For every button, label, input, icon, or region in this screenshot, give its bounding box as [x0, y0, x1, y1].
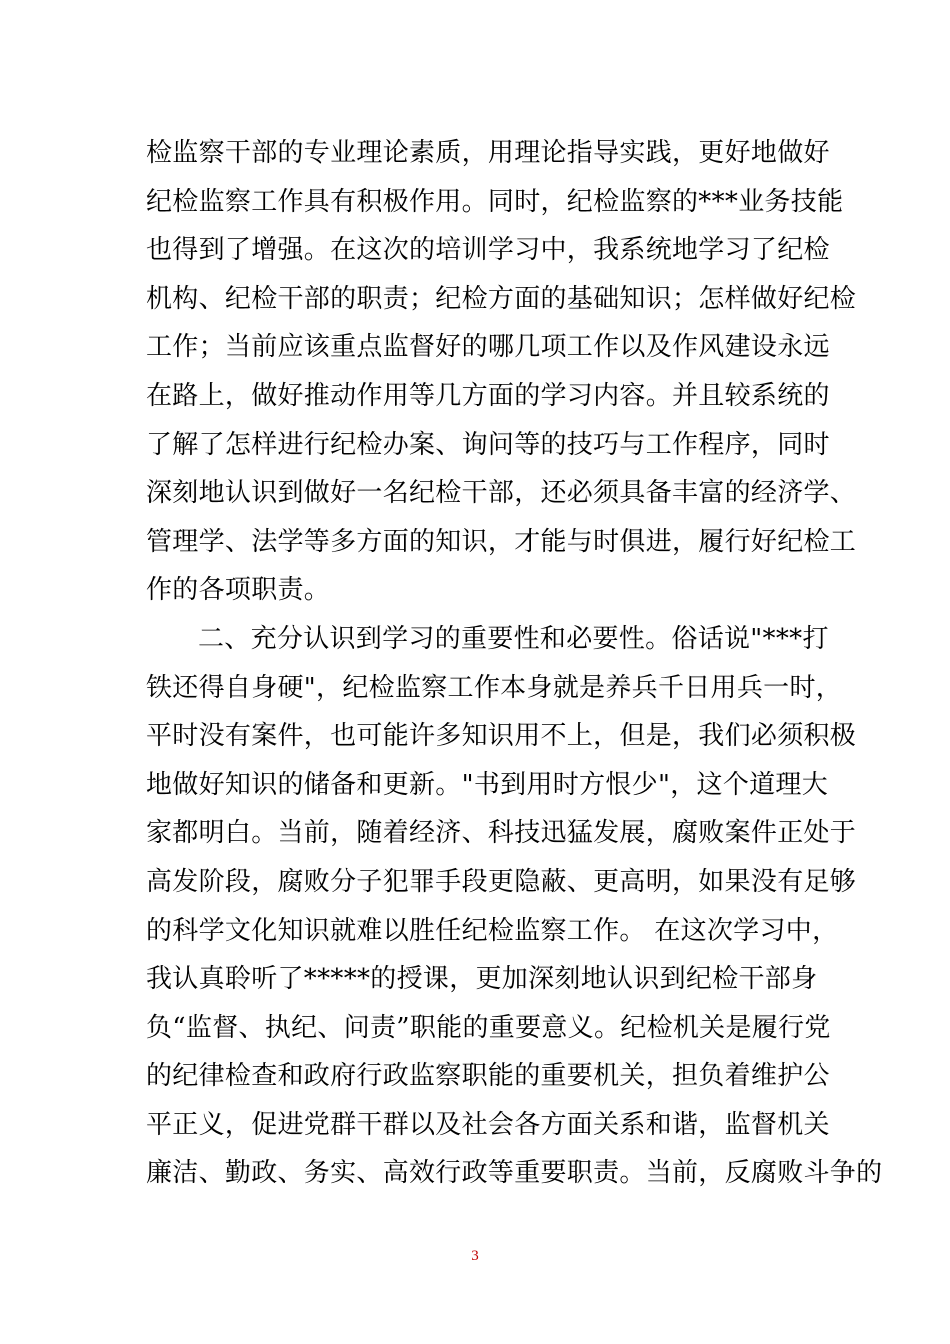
text-line: 纪检监察工作具有积极作用。同时，纪检监察的***业务技能: [146, 186, 844, 217]
text-line: 的纪律检查和政府行政监察职能的重要机关，担负着维护公: [146, 1061, 830, 1092]
text-line: 作的各项职责。: [146, 575, 331, 606]
text-line: 铁还得自身硬"，纪检监察工作本身就是养兵千日用兵一时，: [146, 672, 843, 703]
text-line: 管理学、法学等多方面的知识，才能与时俱进，履行好纪检工: [146, 526, 857, 557]
page-number: 3: [471, 1248, 479, 1264]
paragraph-start-line: 二、充分认识到学习的重要性和必要性。俗话说"***打: [198, 623, 829, 654]
text-line: 检监察干部的专业理论素质，用理论指导实践，更好地做好: [146, 138, 830, 168]
text-line: 家都明白。当前，随着经济、科技迅猛发展，腐败案件正处于: [146, 818, 857, 849]
text-line: 我认真聆听了*****的授课，更加深刻地认识到纪检干部身: [146, 964, 818, 995]
text-line: 负“监督、执纪、问责”职能的重要意义。纪检机关是履行党: [146, 1012, 831, 1043]
text-line: 机构、纪检干部的职责；纪检方面的基础知识；怎样做好纪检: [146, 283, 857, 314]
text-line: 廉洁、勤政、务实、高效行政等重要职责。当前，反腐败斗争的: [146, 1158, 883, 1189]
text-line: 高发阶段，腐败分子犯罪手段更隐蔽、更高明，如果没有足够: [146, 866, 857, 897]
text-line: 地做好知识的储备和更新。"书到用时方恨少"，这个道理大: [146, 769, 829, 800]
text-line: 平正义，促进党群干群以及社会各方面关系和谐，监督机关: [146, 1109, 830, 1140]
text-line: 了解了怎样进行纪检办案、询问等的技巧与工作程序，同时: [146, 429, 830, 460]
text-line: 在路上，做好推动作用等几方面的学习内容。并且较系统的: [146, 380, 830, 411]
text-line: 工作；当前应该重点监督好的哪几项工作以及作风建设永远: [146, 332, 830, 363]
text-line: 也得到了增强。在这次的培训学习中，我系统地学习了纪检: [146, 235, 830, 266]
text-line: 平时没有案件，也可能许多知识用不上，但是，我们必须积极: [146, 721, 857, 752]
text-line: 深刻地认识到做好一名纪检干部，还必须具备丰富的经济学、: [146, 478, 857, 509]
text-line: 的科学文化知识就难以胜任纪检监察工作。 在这次学习中，: [146, 915, 839, 946]
body-text: [146, 129, 883, 1198]
